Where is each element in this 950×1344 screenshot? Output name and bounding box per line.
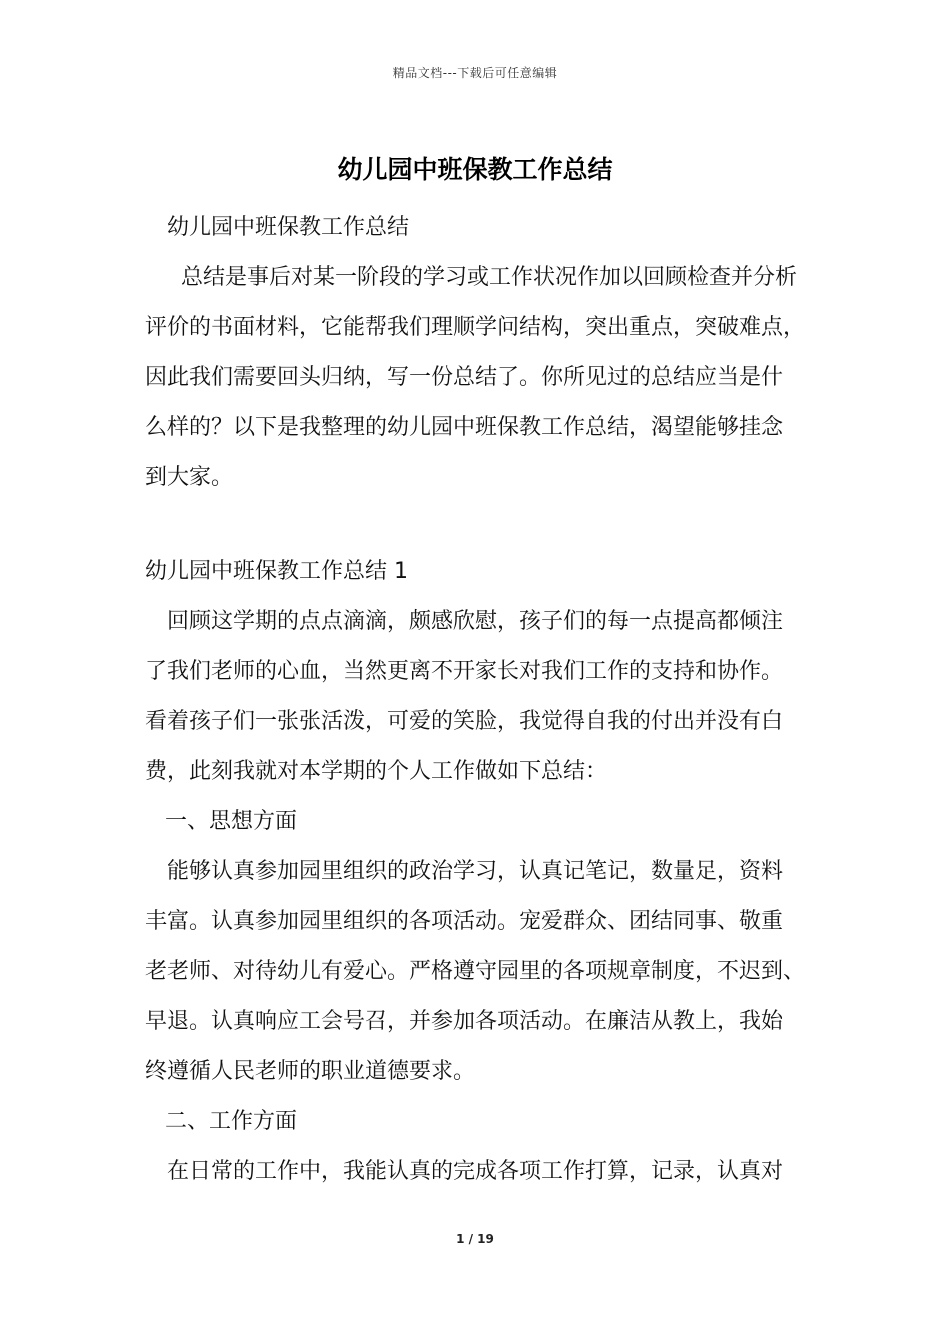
paragraph-line: 费，此刻我就对本学期的个人工作做如下总结： xyxy=(145,759,608,784)
paragraph-line: 因此我们需要回头归纳，写一份总结了。你所见过的总结应当是什 xyxy=(145,365,784,390)
paragraph-line: 早退。认真响应工会号召，并参加各项活动。在廉洁从教上，我始 xyxy=(145,1009,784,1034)
paragraph-line: 在日常的工作中，我能认真的完成各项工作打算，记录，认真对 xyxy=(167,1159,784,1184)
paragraph-line: 看着孩子们一张张活泼，可爱的笑脸，我觉得自我的付出并没有白 xyxy=(145,709,784,734)
document-subtitle: 幼儿园中班保教工作总结 xyxy=(167,215,410,240)
paragraph-line: 总结是事后对某一阶段的学习或工作状况作加以回顾检查并分析 xyxy=(181,265,798,290)
paragraph-line: 到大家。 xyxy=(145,465,234,490)
section-heading-thought: 一、思想方面 xyxy=(165,809,298,834)
paragraph-line: 回顾这学期的点点滴滴，颇感欣慰，孩子们的每一点提高都倾注 xyxy=(167,609,784,634)
paragraph-line: 评价的书面材料，它能帮我们理顺学问结构，突出重点，突破难点， xyxy=(145,315,806,340)
page-number: 1 / 19 xyxy=(456,1232,494,1246)
paragraph-line: 老老师、对待幼儿有爱心。严格遵守园里的各项规章制度，不迟到、 xyxy=(145,959,806,984)
paragraph-line: 么样的？以下是我整理的幼儿园中班保教工作总结，渴望能够挂念 xyxy=(145,415,784,440)
section-heading-work: 二、工作方面 xyxy=(165,1109,298,1134)
paragraph-line: 终遵循人民老师的职业道德要求。 xyxy=(145,1059,476,1084)
document-title: 幼儿园中班保教工作总结 xyxy=(337,155,613,184)
document-header-note: 精品文档---下载后可任意编辑 xyxy=(392,66,558,80)
document-body xyxy=(145,203,815,1197)
section-title: 幼儿园中班保教工作总结 1 xyxy=(145,559,408,584)
paragraph-line: 了我们老师的心血，当然更离不开家长对我们工作的支持和协作。 xyxy=(145,659,784,684)
paragraph-line: 丰富。认真参加园里组织的各项活动。宠爱群众、团结同事、敬重 xyxy=(145,909,784,934)
blank-gap xyxy=(145,503,815,547)
paragraph-line: 能够认真参加园里组织的政治学习，认真记笔记，数量足，资料 xyxy=(167,859,784,884)
